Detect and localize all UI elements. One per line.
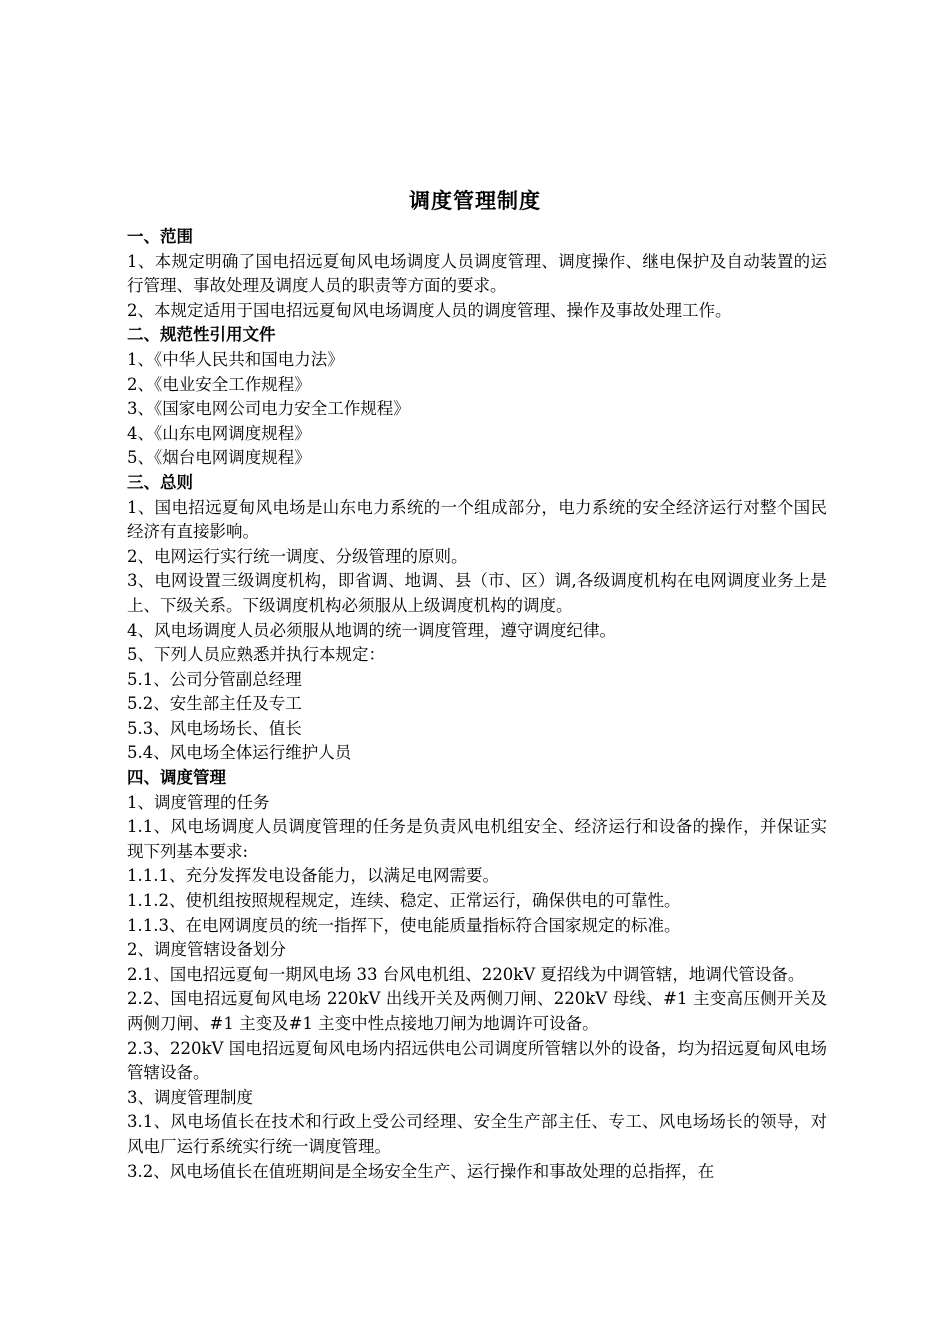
paragraph: 2、《电业安全工作规程》 xyxy=(127,374,311,394)
paragraph: 4、风电场调度人员必须服从地调的统一调度管理，遵守调度纪律。 xyxy=(127,620,616,640)
paragraph: 2.2、国电招远夏甸风电场 220kV 出线开关及两侧刀闸、220kV 母线、#1 主变高压侧开关及两侧刀闸、#1 主变及#1 主变中性点接地刀闸为地调许可设备。 xyxy=(127,989,827,1033)
paragraph: 5.3、风电场场长、值长 xyxy=(127,718,302,738)
section-heading-dispatch: 四、调度管理 xyxy=(127,768,226,788)
paragraph: 5.2、安生部主任及专工 xyxy=(127,694,302,714)
section-heading-general: 三、总则 xyxy=(127,472,193,492)
paragraph: 5、下列人员应熟悉并执行本规定： xyxy=(127,645,385,665)
paragraph: 5.1、公司分管副总经理 xyxy=(127,669,302,689)
paragraph: 5.4、风电场全体运行维护人员 xyxy=(127,743,352,763)
paragraph: 1.1.2、使机组按照规程规定，连续、稳定、正常运行，确保供电的可靠性。 xyxy=(127,891,681,911)
document-title: 调度管理制度 xyxy=(409,189,541,213)
paragraph: 2、电网运行实行统一调度、分级管理的原则。 xyxy=(127,546,468,566)
paragraph: 2、调度管辖设备划分 xyxy=(127,940,286,960)
paragraph: 1.1.3、在电网调度员的统一指挥下，使电能质量指标符合国家规定的标准。 xyxy=(127,915,681,935)
paragraph: 1.1.1、充分发挥发电设备能力，以满足电网需要。 xyxy=(127,866,499,886)
paragraph: 1.1、风电场调度人员调度管理的任务是负责风电机组安全、经济运行和设备的操作，并保证实现下列基本要求: xyxy=(127,817,827,861)
paragraph: 2、本规定适用于国电招远夏甸风电场调度人员的调度管理、操作及事故处理工作。 xyxy=(127,300,732,320)
paragraph: 3.2、风电场值长在值班期间是全场安全生产、运行操作和事故处理的总指挥，在 xyxy=(127,1161,715,1181)
paragraph: 1、调度管理的任务 xyxy=(127,792,270,812)
paragraph: 3、《国家电网公司电力安全工作规程》 xyxy=(127,399,410,419)
paragraph: 1、本规定明确了国电招远夏甸风电场调度人员调度管理、调度操作、继电保护及自动装置的运行管理、事故处理及调度人员的职责等方面的要求。 xyxy=(127,251,827,296)
paragraph: 3、电网设置三级调度机构，即省调、地调、县（市、区）调,各级调度机构在电网调度业务上是上、下级关系。下级调度机构必须服从上级调度机构的调度。 xyxy=(127,571,827,615)
paragraph: 2.3、220kV 国电招远夏甸风电场内招远供电公司调度所管辖以外的设备，均为招远夏甸风电场管辖设备。 xyxy=(127,1038,827,1083)
section-heading-references: 二、规范性引用文件 xyxy=(127,325,276,345)
paragraph: 3.1、风电场值长在技术和行政上受公司经理、安全生产部主任、专工、风电场场长的领导，对风电厂运行系统实行统一调度管理。 xyxy=(127,1112,827,1156)
paragraph: 4、《山东电网调度规程》 xyxy=(127,423,311,443)
paragraph: 5、《烟台电网调度规程》 xyxy=(127,448,311,468)
section-heading-scope: 一、范围 xyxy=(127,227,193,246)
paragraph: 3、调度管理制度 xyxy=(127,1087,253,1107)
paragraph: 2.1、国电招远夏甸一期风电场 33 台风电机组、220kV 夏招线为中调管辖，地调代管设备。 xyxy=(127,964,805,984)
paragraph: 1、《中华人民共和国电力法》 xyxy=(127,349,344,369)
paragraph: 1、国电招远夏甸风电场是山东电力系统的一个组成部分，电力系统的安全经济运行对整个国民经济有直接影响。 xyxy=(127,497,827,542)
document-body xyxy=(127,225,827,1184)
